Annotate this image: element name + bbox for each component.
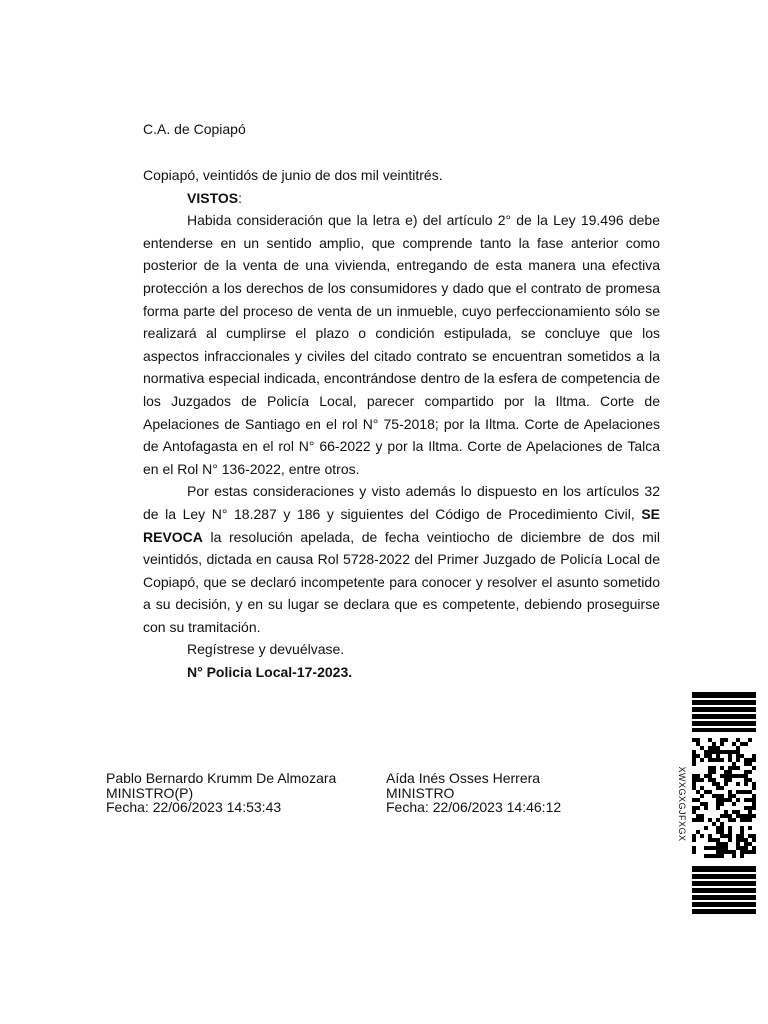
paragraph-decision-end: la resolución apelada, de fecha veintiocho de diciembre de dos mil veintidós, dictada en causa Rol 5728-2022 del Primer Juzgado de Policía Local de Copiapó, que se declaró incompetente para conocer y resolver el asunto sometido a su decisión, y en su lugar se declara que es competente, debiendo proseguirse con su tramitación. [143,528,660,635]
paragraph-decision [143,480,660,638]
pdf417-barcode-icon [688,690,760,916]
signer-name: Aída Inés Osses Herrera [386,770,541,786]
resolution-body [143,164,660,684]
signature-block-2 [386,771,561,815]
vistos-heading [143,187,660,210]
se-revoca-text: SE REVOCA [143,505,660,545]
paragraph-decision-start: Por estas consideraciones y visto además lo dispuesto en los artículos 32 de la Ley N° 18.287 y 186 y siguientes del Código de Procedimiento Civil, [143,483,660,522]
date-line: Copiapó, veintidós de junio de dos mil veintitrés. [143,167,443,183]
signature-date: Fecha: 22/06/2023 14:46:12 [386,799,562,815]
closing-line: Regístrese y devuélvase. [187,641,345,658]
vistos-label: VISTOS [187,189,239,206]
vistos-colon: : [238,189,242,206]
signer-name: Pablo Bernardo Krumm De Almozara [106,770,337,786]
court-name: C.A. de Copiapó [143,121,246,137]
paragraph-considerations: Habida consideración que la letra e) del artículo 2° de la Ley 19.496 debe entenderse en un sentido amplio, que comprende tanto la fase anterior como posterior de la venta de una vivienda, entregando de esta manera una efectiva protección a los derechos de los consumidores y dado que el contrato de promesa forma parte del proceso de venta de un inmueble, cuyo perfeccionamiento sólo se realizará al cumplirse el plazo o condición estipulada, se concluye que los aspectos infraccionales y civiles del citado contrato se encuentran sometidos a la normativa especial indicada, encontrándose dentro de la esfera de competencia de los Juzgados de Policía Local, parecer compartido por la Iltma. Corte de Apelaciones de Santiago en el rol N° 75-2018; por la Iltma. Corte de Apelaciones de Antofagasta en el rol N° 66-2022 y por la Iltma. Corte de Apelaciones de Talca en el Rol N° 136-2022, entre otros. [143,212,660,477]
signature-date: Fecha: 22/06/2023 14:53:43 [106,799,282,815]
verification-code-text: XWXGXGJFXGX [677,766,687,842]
case-number: N° Policia Local-17-2023. [187,664,353,681]
signature-block-1 [106,771,336,815]
signer-role: MINISTRO [386,784,455,801]
signer-role: MINISTRO(P) [106,784,194,801]
